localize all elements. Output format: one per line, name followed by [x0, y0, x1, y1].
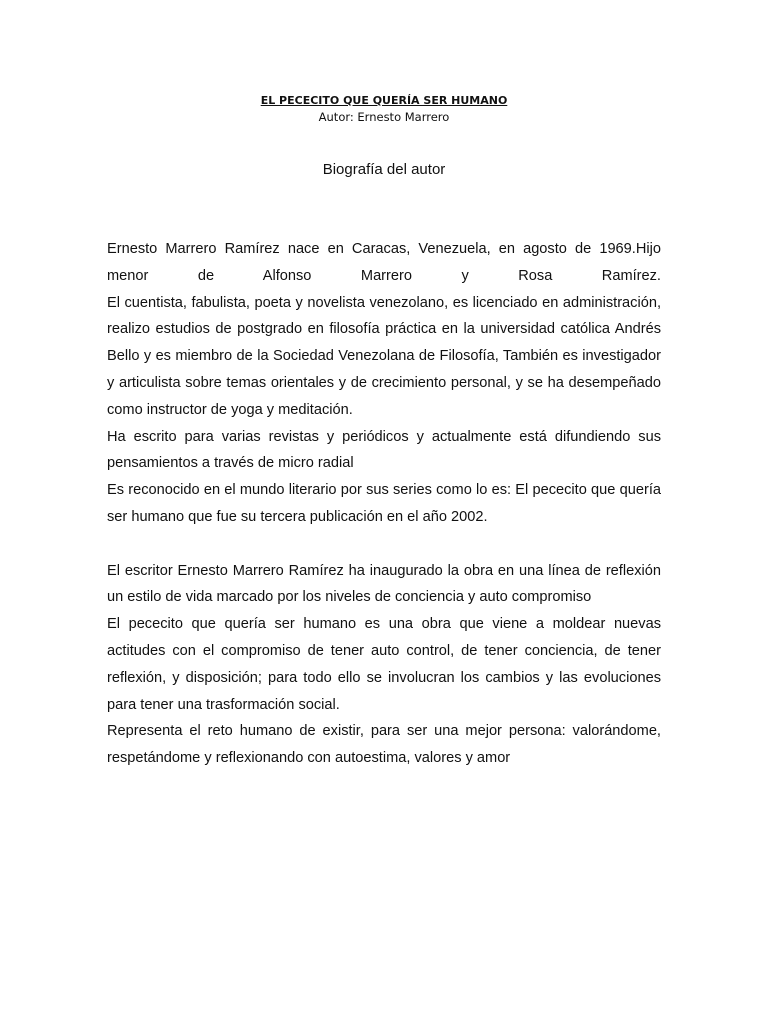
document-title: EL PECECITO QUE QUERÍA SER HUMANO: [260, 94, 508, 107]
paragraph-work-challenge: Representa el reto humano de existir, para ser una mejor persona: valorándome, respetándome y reflexionando con autoestima, valores y amor: [107, 723, 661, 767]
paragraph-writings: Ha escrito para varias revistas y periódicos y actualmente está difundiendo sus pensamientos a través de micro radial: [107, 428, 661, 472]
document-body: [107, 236, 661, 772]
paragraph-recognition: Es reconocido en el mundo literario por sus series como lo es: El pececito que quería ser humano que fue su tercera publicación en el año 2002.: [107, 482, 661, 525]
paragraph-birth: Ernesto Marrero Ramírez nace en Caracas, Venezuela, en agosto de 1969.Hijo menor de Alfonso Marrero y Rosa Ramírez.: [107, 241, 661, 284]
document-author: Autor: Ernesto Marrero: [318, 110, 450, 124]
paragraph-work-description: El pececito que quería ser humano es una obra que viene a moldear nuevas actitudes con el compromiso de tener auto control, de tener conciencia, de tener reflexión, y disposición; para todo ello se involucran los cambios y las evoluciones para tener una trasformación social.: [107, 616, 661, 713]
paragraph-spacer: [107, 531, 661, 558]
paragraph-career: El cuentista, fabulista, poeta y novelista venezolano, es licenciado en administración, realizo estudios de postgrado en filosofía práctica en la universidad católica Andrés Bello y es miembro de la Sociedad Venezolana de Filosofía, También es investigador y articulista sobre temas orientales y de crecimiento personal, y se ha desempeñado como instructor de yoga y meditación.: [107, 294, 661, 418]
paragraph-work-line: El escritor Ernesto Marrero Ramírez ha inaugurado la obra en una línea de reflexión un estilo de vida marcado por los niveles de conciencia y auto compromiso: [107, 562, 661, 606]
section-heading: Biografía del autor: [322, 161, 446, 178]
